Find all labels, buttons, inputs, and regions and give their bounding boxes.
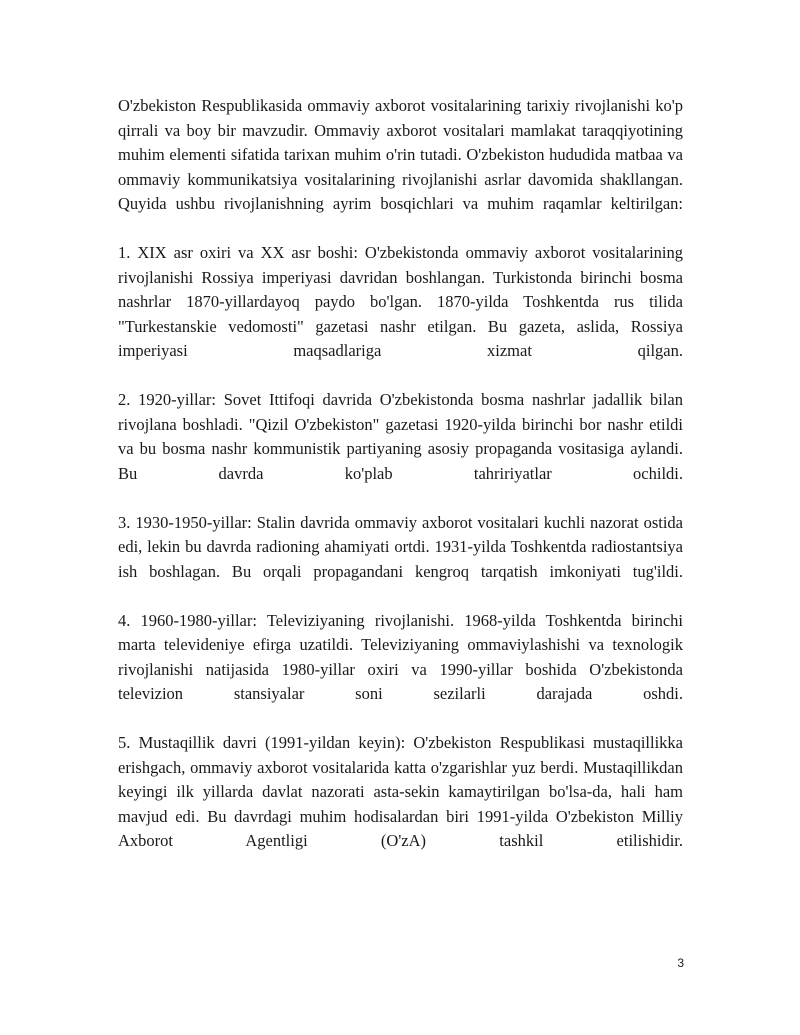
section-5-paragraph: 5. Mustaqillik davri (1991-yildan keyin): O'zbekiston Respublikasi mustaqillikka erishgach, ommaviy axborot vositalarida katta o'zgarishlar yuz berdi. Mustaqillikdan keyingi ilk yillarda davlat nazorati asta-sekin kamaytirilgan bo'lsa-da, hali ham mavjud edi. Bu davrdagi muhim hodisalardan biri 1991-yilda O'zbekiston Milliy Axborot Agentligi (O'zA) tashkil etilishidir. xyxy=(118,733,683,850)
intro-paragraph: O'zbekiston Respublikasida ommaviy axborot vositalarining tarixiy rivojlanishi ko'p qirrali va boy bir mavzudir. Ommaviy axborot vositalari mamlakat taraqqiyotining muhim elementi sifatida tarixan muhim o'rin tutadi. O'zbekiston hududida matbaa va ommaviy kommunikatsiya vositalarining rivojlanishi asrlar davomida shakllangan. Quyida ushbu rivojlanishning ayrim bosqichlari va muhim raqamlar keltirilgan: xyxy=(118,96,683,213)
page-number: 3 xyxy=(677,956,684,970)
section-4-paragraph: 4. 1960-1980-yillar: Televiziyaning rivojlanishi. 1968-yilda Toshkentda birinchi marta televideniye efirga uzatildi. Televiziyaning ommaviylashishi va texnologik rivojlanishi natijasida 1980-yillar oxiri va 1990-yillar boshida O'zbekistonda televizion stansiyalar soni sezilarli darajada oshdi. xyxy=(118,610,683,703)
document-body xyxy=(118,94,683,878)
section-1-paragraph: 1. XIX asr oxiri va XX asr boshi: O'zbekistonda ommaviy axborot vositalarining rivojlanishi Rossiya imperiyasi davridan boshlangan. Turkistonda birinchi bosma nashrlar 1870-yillardayoq paydo bo'lgan. 1870-yilda Toshkentda rus tilida "Turkestanskie vedomosti" gazetasi nashr etilgan. Bu gazeta, aslida, Rossiya imperiyasi maqsadlariga xizmat qilgan. xyxy=(118,243,683,360)
section-2-paragraph: 2. 1920-yillar: Sovet Ittifoqi davrida O'zbekistonda bosma nashrlar jadallik bilan rivojlana boshladi. "Qizil O'zbekiston" gazetasi 1920-yilda birinchi bor nashr etildi va bu bosma nashr kommunistik partiyaning asosiy propaganda vositasiga aylandi. Bu davrda ko'plab tahririyatlar ochildi. xyxy=(118,390,683,483)
section-3-paragraph: 3. 1930-1950-yillar: Stalin davrida ommaviy axborot vositalari kuchli nazorat ostida edi, lekin bu davrda radioning ahamiyati ortdi. 1931-yilda Toshkentda radiostantsiya ish boshlagan. Bu orqali propagandani kengroq tarqatish imkoniyati tug'ildi. xyxy=(118,512,683,581)
